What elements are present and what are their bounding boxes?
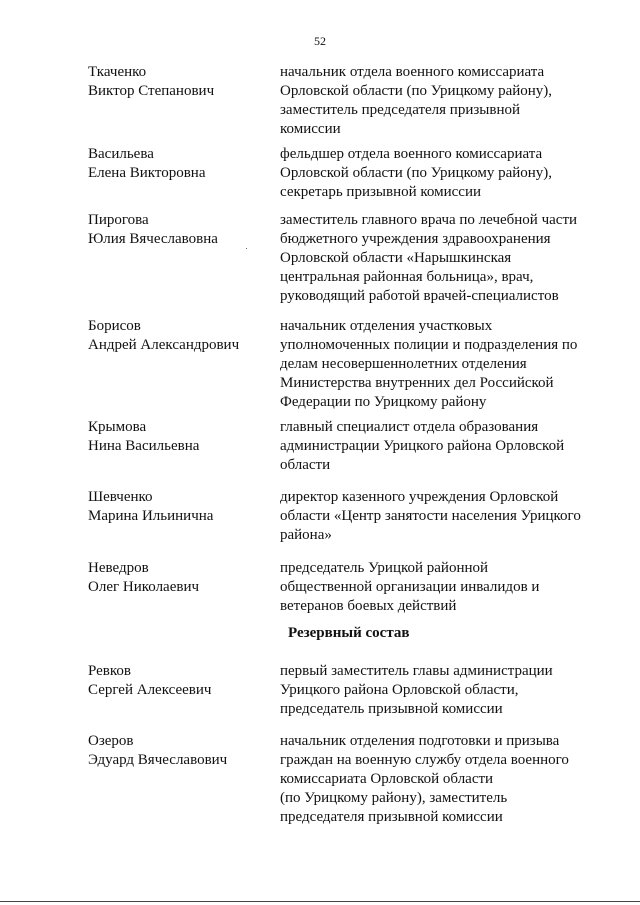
bottom-edge-rule — [0, 901, 640, 902]
member-position — [280, 145, 600, 202]
member-position-line: общественной организации инвалидов и — [280, 579, 540, 595]
member-position-line: руководящий работой врачей-специалистов — [280, 288, 559, 304]
member-position-line: председатель призывной комиссии — [280, 701, 503, 717]
scan-speck — [246, 248, 247, 249]
member-position-line: Орловской области (по Урицкому району), — [280, 83, 553, 99]
member-position-line: центральная районная больница», врач, — [280, 269, 534, 285]
member-position-line: первый заместитель главы администрации — [280, 663, 553, 679]
member-position-line: председатель Урицкой районной — [280, 560, 489, 576]
member-position — [280, 418, 600, 475]
member-name — [88, 317, 268, 355]
member-position-line: начальник отделения подготовки и призыва — [280, 733, 560, 749]
member-name-line: Неведров — [88, 560, 149, 576]
member-name-line: Озеров — [88, 733, 134, 749]
member-position-line: Орловской области «Нарышкинская — [280, 250, 512, 266]
member-position-line: начальник отделения участковых — [280, 318, 493, 334]
member-name — [88, 211, 268, 249]
member-position-line: Федерации по Урицкому району — [280, 394, 487, 410]
member-position-line: района» — [280, 527, 332, 543]
member-position — [280, 211, 600, 306]
member-name — [88, 732, 268, 770]
member-name-line: Шевченко — [88, 489, 153, 505]
member-position — [280, 559, 600, 616]
member-name-line: Ревков — [88, 663, 131, 679]
member-position-line: заместитель главного врача по лечебной части — [280, 212, 578, 228]
member-position-line: ветеранов боевых действий — [280, 598, 457, 614]
member-position-line: Урицкого района Орловской области, — [280, 682, 519, 698]
member-position-line: секретарь призывной комиссии — [280, 184, 482, 200]
member-position-line: комиссии — [280, 121, 341, 137]
member-position-line: администрации Урицкого района Орловской — [280, 438, 565, 454]
member-name-line: Юлия Вячеславовна — [88, 231, 218, 247]
member-name-line: Андрей Александрович — [88, 337, 240, 353]
member-name — [88, 662, 268, 700]
member-position-line: уполномоченных полиции и подразделения по — [280, 337, 578, 353]
member-name-line: Марина Ильинична — [88, 508, 214, 524]
member-position-line: граждан на военную службу отдела военного — [280, 752, 569, 768]
member-name-line: Пирогова — [88, 212, 149, 228]
member-position-line: фельдшер отдела военного комиссариата — [280, 146, 543, 162]
member-position-line: председателя призывной комиссии — [280, 809, 503, 825]
member-position — [280, 63, 600, 139]
member-name-line: Елена Викторовна — [88, 165, 206, 181]
member-position-line: главный специалист отдела образования — [280, 419, 539, 435]
member-position — [280, 662, 600, 719]
member-name-line: Борисов — [88, 318, 141, 334]
member-name-line: Васильева — [88, 146, 154, 162]
member-name — [88, 559, 268, 597]
member-name-line: Эдуард Вячеславович — [88, 752, 228, 768]
member-name-line: Виктор Степанович — [88, 83, 215, 99]
member-name — [88, 145, 268, 183]
member-position-line: бюджетного учреждения здравоохранения — [280, 231, 551, 247]
member-position-line: области «Центр занятости населения Урицкого — [280, 508, 581, 524]
member-position-line: Министерства внутренних дел Российской — [280, 375, 554, 391]
member-position-line: заместитель председателя призывной — [280, 102, 520, 118]
page-number: 52 — [314, 34, 326, 48]
member-position-line: (по Урицкому району), заместитель — [280, 790, 508, 806]
member-position — [280, 732, 600, 827]
member-position-line: директор казенного учреждения Орловской — [280, 489, 559, 505]
member-name-line: Сергей Алексеевич — [88, 682, 212, 698]
member-position-line: делам несовершеннолетних отделения — [280, 356, 527, 372]
member-position-line: начальник отдела военного комиссариата — [280, 64, 545, 80]
member-name — [88, 63, 268, 101]
member-name — [88, 418, 268, 456]
reserve-section-heading: Резервный состав — [288, 625, 410, 641]
member-position — [280, 488, 600, 545]
member-name-line: Олег Николаевич — [88, 579, 200, 595]
member-name-line: Крымова — [88, 419, 147, 435]
member-name — [88, 488, 268, 526]
member-position-line: комиссариата Орловской области — [280, 771, 494, 787]
member-name-line: Нина Васильевна — [88, 438, 200, 454]
member-name-line: Ткаченко — [88, 64, 147, 80]
member-position — [280, 317, 600, 412]
member-position-line: области — [280, 457, 331, 473]
member-position-line: Орловской области (по Урицкому району), — [280, 165, 553, 181]
